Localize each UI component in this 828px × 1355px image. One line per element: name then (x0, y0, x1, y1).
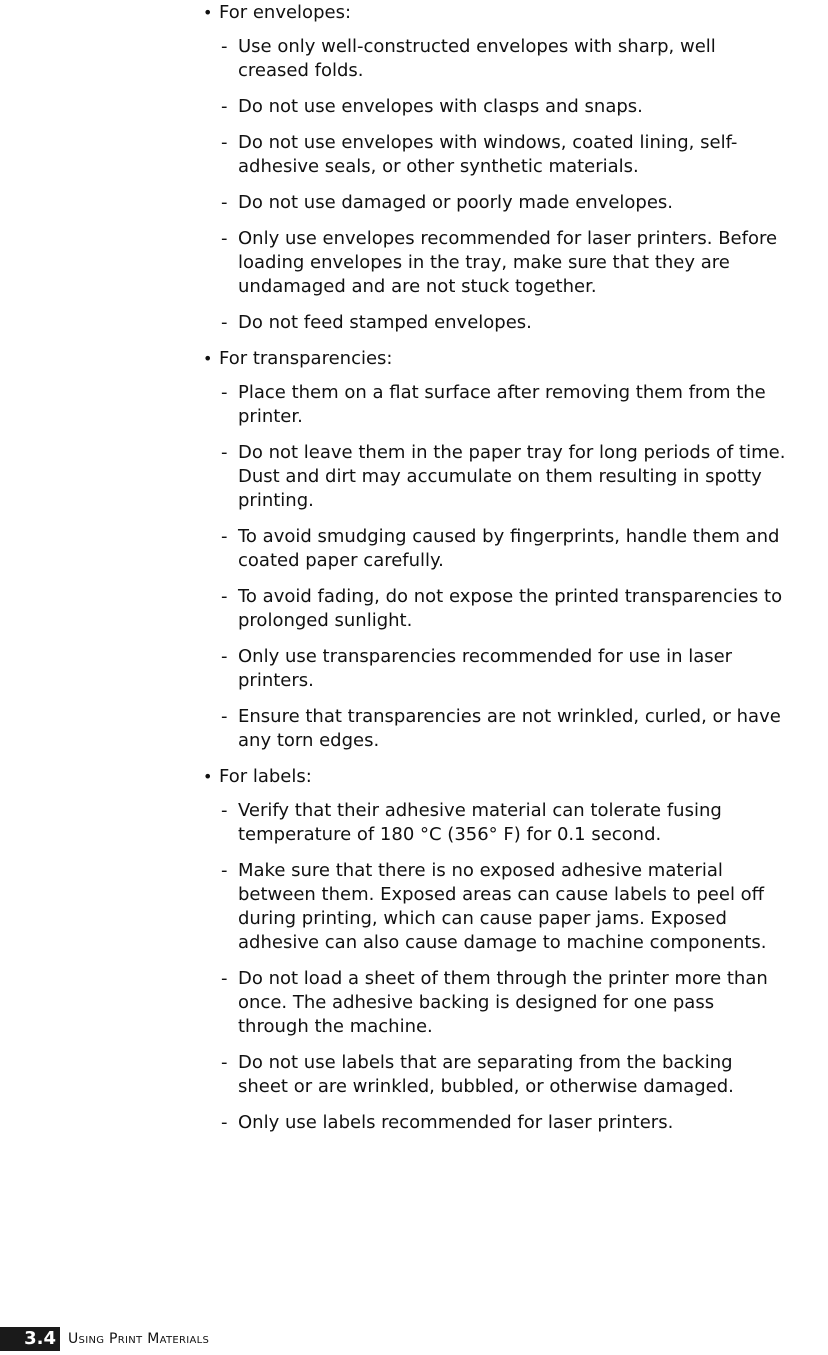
page-number-badge: 3.4 (0, 1327, 60, 1351)
list-item (200, 95, 828, 119)
list-item-text: Do not feed stamped envelopes. (238, 312, 532, 333)
list-item-text: Only use envelopes recommended for laser printers. Before loading envelopes in the tray, make sure that they are undamaged and are not stuck together. (238, 228, 778, 297)
document-body (200, 0, 828, 1147)
list-item (200, 967, 828, 1039)
list-item-text: Ensure that transparencies are not wrinkled, curled, or have any torn edges. (238, 706, 781, 751)
list-item-text: To avoid fading, do not expose the printed transparencies to prolonged sunlight. (238, 586, 783, 631)
section-transparencies (200, 347, 828, 753)
bullet-icon: • (203, 767, 213, 786)
list-item-text: To avoid smudging caused by fingerprints, handle them and coated paper carefully. (238, 526, 780, 571)
item-list (200, 381, 828, 753)
section-heading-text: For labels: (219, 766, 312, 787)
dash-icon: - (221, 1112, 228, 1133)
list-item-text: Do not use envelopes with windows, coated lining, self- adhesive seals, or other synthetic materials. (238, 132, 738, 177)
list-item-text: Do not use envelopes with clasps and snaps. (238, 96, 643, 117)
dash-icon: - (221, 442, 228, 463)
list-item (200, 1111, 828, 1135)
dash-icon: - (221, 228, 228, 249)
dash-icon: - (221, 312, 228, 333)
dash-icon: - (221, 1052, 228, 1073)
list-item-text: Verify that their adhesive material can tolerate fusing temperature of 180 °C (356° F) for 0.1 second. (238, 800, 722, 845)
list-item-text: Do not use labels that are separating from the backing sheet or are wrinkled, bubbled, or otherwise damaged. (238, 1052, 734, 1097)
list-item (200, 1051, 828, 1099)
list-item-text: Make sure that there is no exposed adhesive material between them. Exposed areas can cause labels to peel off during printing, which can cause paper jams. Exposed adhesive can also cause damage to machine components. (238, 860, 767, 953)
dash-icon: - (221, 382, 228, 403)
section-heading (200, 1, 828, 25)
dash-icon: - (221, 526, 228, 547)
list-item (200, 311, 828, 335)
dash-icon: - (221, 800, 228, 821)
list-item (200, 645, 828, 693)
list-item-text: Do not load a sheet of them through the printer more than once. The adhesive backing is designed for one pass through the machine. (238, 968, 768, 1037)
list-item (200, 191, 828, 215)
section-envelopes (200, 1, 828, 335)
list-item-text: Only use transparencies recommended for use in laser printers. (238, 646, 733, 691)
dash-icon: - (221, 96, 228, 117)
list-item (200, 859, 828, 955)
dash-icon: - (221, 646, 228, 667)
item-list (200, 799, 828, 1135)
list-item (200, 35, 828, 83)
list-item (200, 705, 828, 753)
dash-icon: - (221, 968, 228, 989)
dash-icon: - (221, 860, 228, 881)
section-heading (200, 347, 828, 371)
list-item (200, 381, 828, 429)
item-list (200, 35, 828, 335)
dash-icon: - (221, 586, 228, 607)
section-heading-text: For envelopes: (219, 2, 352, 23)
page-footer (0, 1326, 209, 1352)
section-labels (200, 765, 828, 1135)
dash-icon: - (221, 36, 228, 57)
dash-icon: - (221, 192, 228, 213)
bullet-icon: • (203, 3, 213, 22)
dash-icon: - (221, 132, 228, 153)
list-item (200, 227, 828, 299)
list-item-text: Use only well-constructed envelopes with sharp, well creased folds. (238, 36, 716, 81)
list-item-text: Do not leave them in the paper tray for long periods of time. Dust and dirt may accumulate on them resulting in spotty printing. (238, 442, 786, 511)
list-item (200, 799, 828, 847)
list-item (200, 525, 828, 573)
list-item (200, 131, 828, 179)
dash-icon: - (221, 706, 228, 727)
section-heading (200, 765, 828, 789)
list-item (200, 585, 828, 633)
footer-title: Using Print Materials (68, 1331, 210, 1347)
list-item-text: Only use labels recommended for laser printers. (238, 1112, 674, 1133)
bullet-icon: • (203, 349, 213, 368)
list-item (200, 441, 828, 513)
list-item-text: Do not use damaged or poorly made envelopes. (238, 192, 674, 213)
section-heading-text: For transparencies: (219, 348, 393, 369)
list-item-text: Place them on a flat surface after removing them from the printer. (238, 382, 766, 427)
